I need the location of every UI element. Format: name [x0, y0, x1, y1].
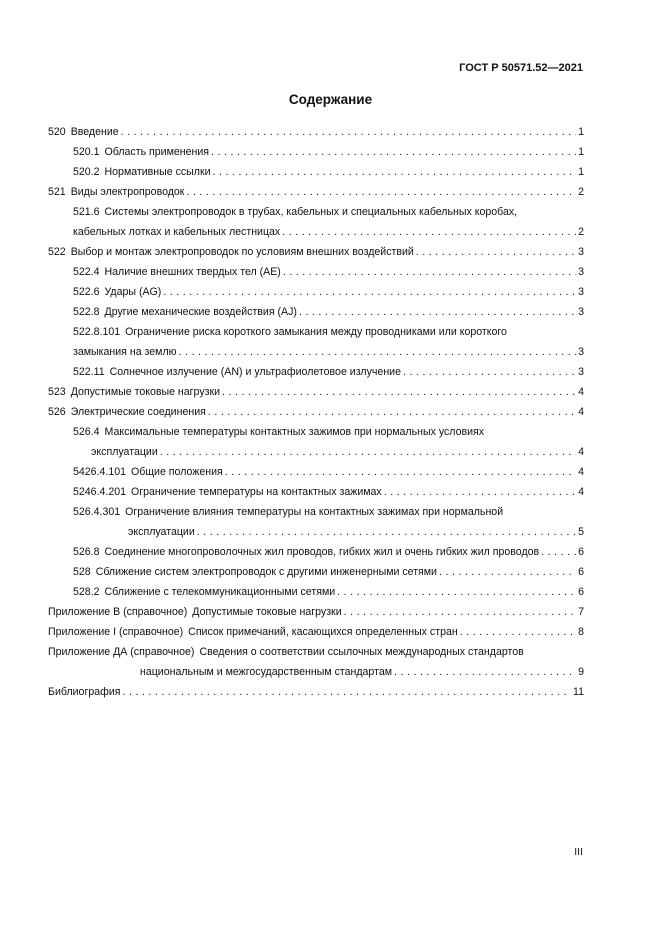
- toc-entry-title: Системы электропроводок в трубах, кабельных и специальных кабельных коробах,: [104, 206, 518, 218]
- toc-entry-page: 4: [578, 486, 584, 498]
- toc-entry-page: 7: [578, 606, 584, 618]
- toc-entry-title: Сближение с телекоммуникационными сетями: [104, 586, 336, 598]
- toc-entry[interactable]: [48, 562, 584, 582]
- toc-entry-page: 3: [578, 366, 584, 378]
- toc-entry-page: 3: [578, 286, 584, 298]
- toc-entry-page: 4: [578, 386, 584, 398]
- toc-entry-title-cont: замыкания на землю: [73, 346, 177, 358]
- toc-entry-title: Библиография: [48, 686, 121, 698]
- toc-entry-number: 526.8: [73, 546, 100, 558]
- toc-entry-title: Виды электропроводок: [70, 186, 185, 198]
- toc-entry-number: Приложение В (справочное): [48, 606, 188, 618]
- toc-entry-title: Ограничение риска короткого замыкания между проводниками или короткого: [125, 326, 507, 338]
- toc-leader-dots: [213, 162, 577, 182]
- toc-entry[interactable]: [48, 202, 584, 222]
- toc-entry-title: Ограничение температуры на контактных зажимах: [131, 486, 382, 498]
- toc-entry-continuation[interactable]: [48, 222, 584, 242]
- toc-entry-title: Ограничение влияния температуры на контактных зажимах при нормальной: [125, 506, 504, 518]
- toc-entry-page: 6: [578, 546, 584, 558]
- toc-leader-dots: [416, 242, 576, 262]
- toc-entry-page: 6: [578, 566, 584, 578]
- toc-entry-number: Приложение I (справочное): [48, 626, 184, 638]
- toc-entry-page: 6: [578, 586, 584, 598]
- toc-entry-title: Общие положения: [131, 466, 223, 478]
- toc-leader-dots: [403, 362, 576, 382]
- toc-entry[interactable]: [48, 162, 584, 182]
- toc-entry[interactable]: [48, 422, 584, 442]
- toc-entry-number: 522.8.101: [73, 326, 121, 338]
- toc-entry-page: 1: [578, 166, 584, 178]
- toc-entry-number: 528: [73, 566, 91, 578]
- toc-leader-dots: [282, 222, 576, 242]
- toc-entry-title: Допустимые токовые нагрузки: [192, 606, 342, 618]
- toc-entry-number: 5246.4.201: [73, 486, 127, 498]
- toc-leader-dots: [344, 602, 576, 622]
- toc-entry[interactable]: [48, 502, 584, 522]
- toc-leader-dots: [222, 382, 576, 402]
- toc-entry-continuation[interactable]: [48, 662, 584, 682]
- toc-entry-number: 522.8: [73, 306, 100, 318]
- toc-entry-appendix[interactable]: [48, 622, 584, 642]
- toc-entry-page: 3: [578, 246, 584, 258]
- toc-entry-title-cont: эксплуатации: [128, 526, 195, 538]
- toc-entry-page: 4: [578, 406, 584, 418]
- toc-entry-appendix[interactable]: [48, 602, 584, 622]
- toc-entry[interactable]: [48, 462, 584, 482]
- toc-leader-dots: [541, 542, 576, 562]
- toc-leader-dots: [197, 522, 576, 542]
- toc-entry-number: 526.4.301: [73, 506, 121, 518]
- toc-entry[interactable]: [48, 242, 584, 262]
- toc-entry-appendix[interactable]: [48, 642, 584, 662]
- toc-entry[interactable]: [48, 322, 584, 342]
- toc-leader-dots: [122, 682, 571, 702]
- toc-entry-title: Солнечное излучение (AN) и ультрафиолетовое излучение: [109, 366, 401, 378]
- toc-entry-number: 522.11: [73, 366, 105, 378]
- toc-entry-page: 4: [578, 466, 584, 478]
- toc-entry-title: Допустимые токовые нагрузки: [70, 386, 221, 398]
- toc-leader-dots: [439, 562, 576, 582]
- toc-entry[interactable]: [48, 282, 584, 302]
- toc-entry-number: 522.6: [73, 286, 100, 298]
- toc-leader-dots: [283, 262, 576, 282]
- toc-entry-number: 523: [48, 386, 66, 398]
- toc-entry-bibliography[interactable]: [48, 682, 584, 702]
- toc-leader-dots: [121, 122, 576, 142]
- toc-entry-page: 4: [578, 446, 584, 458]
- toc-entry-title-cont: национальным и межгосударственным стандартам: [140, 666, 392, 678]
- toc-leader-dots: [299, 302, 576, 322]
- toc-entry[interactable]: [48, 142, 584, 162]
- toc-leader-dots: [208, 402, 576, 422]
- toc-entry-number: 526.4: [73, 426, 100, 438]
- toc-entry-title: Соединение многопроволочных жил проводов, гибких жил и очень гибких жил проводов: [104, 546, 540, 558]
- toc-entry[interactable]: [48, 402, 584, 422]
- toc-entry-number: 520: [48, 126, 66, 138]
- toc-entry-page: 2: [578, 226, 584, 238]
- toc-entry-page: 3: [578, 306, 584, 318]
- toc-entry-title: Другие механические воздействия (AJ): [104, 306, 297, 318]
- toc-entry-page: 8: [578, 626, 584, 638]
- toc-entry-page: 5: [578, 526, 584, 538]
- toc-entry-number: 526: [48, 406, 66, 418]
- toc-entry[interactable]: [48, 302, 584, 322]
- toc-entry-page: 11: [573, 686, 584, 698]
- toc-entry-number: 5426.4.101: [73, 466, 127, 478]
- toc-entry-title-cont: эксплуатации: [91, 446, 158, 458]
- toc-entry-page: 1: [578, 126, 584, 138]
- toc-leader-dots: [186, 182, 576, 202]
- toc-entry-title-cont: кабельных лотках и кабельных лестницах: [73, 226, 281, 238]
- toc-leader-dots: [225, 462, 576, 482]
- toc-entry-title: Удары (AG): [104, 286, 162, 298]
- toc-entry-page: 2: [578, 186, 584, 198]
- toc-entry-title: Введение: [70, 126, 119, 138]
- toc-entry-title: Список примечаний, касающихся определенных стран: [188, 626, 458, 638]
- toc-entry[interactable]: [48, 122, 584, 142]
- toc-entry[interactable]: [48, 382, 584, 402]
- toc-entry-title: Сведения о соответствии ссылочных международных стандартов: [199, 646, 524, 658]
- toc-entry[interactable]: [48, 262, 584, 282]
- toc-leader-dots: [179, 342, 577, 362]
- toc-entry-number: 520.2: [73, 166, 100, 178]
- standard-header: ГОСТ Р 50571.52—2021: [459, 62, 583, 74]
- toc-entry[interactable]: [48, 182, 584, 202]
- toc-entry-title: Нормативные ссылки: [104, 166, 211, 178]
- table-of-contents: [48, 122, 584, 702]
- toc-entry-title: Сближение систем электропроводок с другими инженерными сетями: [95, 566, 437, 578]
- toc-entry-continuation[interactable]: [48, 522, 584, 542]
- toc-leader-dots: [460, 622, 576, 642]
- toc-entry-page: 3: [578, 266, 584, 278]
- toc-entry-page: 1: [578, 146, 584, 158]
- page-number: III: [574, 846, 583, 858]
- toc-entry-number: Приложение ДА (справочное): [48, 646, 195, 658]
- toc-entry-title: Наличие внешних твердых тел (AE): [104, 266, 281, 278]
- toc-entry[interactable]: [48, 482, 584, 502]
- toc-leader-dots: [211, 142, 576, 162]
- toc-entry[interactable]: [48, 582, 584, 602]
- toc-leader-dots: [163, 282, 576, 302]
- toc-entry-page: 3: [578, 346, 584, 358]
- toc-entry-number: 528.2: [73, 586, 100, 598]
- toc-entry-number: 520.1: [73, 146, 100, 158]
- toc-entry[interactable]: [48, 542, 584, 562]
- toc-entry-continuation[interactable]: [48, 342, 584, 362]
- page-title: Содержание: [288, 92, 373, 107]
- toc-leader-dots: [160, 442, 576, 462]
- toc-entry-title: Максимальные температуры контактных зажимов при нормальных условиях: [104, 426, 485, 438]
- toc-leader-dots: [394, 662, 576, 682]
- toc-entry-title: Электрические соединения: [70, 406, 206, 418]
- toc-entry-page: 9: [578, 666, 584, 678]
- toc-entry-title: Область применения: [104, 146, 209, 158]
- toc-entry-number: 521.6: [73, 206, 100, 218]
- toc-entry-title: Выбор и монтаж электропроводок по условиям внешних воздействий: [70, 246, 414, 258]
- toc-entry-number: 522: [48, 246, 66, 258]
- toc-entry-continuation[interactable]: [48, 442, 584, 462]
- toc-leader-dots: [337, 582, 576, 602]
- toc-entry-number: 521: [48, 186, 66, 198]
- toc-leader-dots: [384, 482, 576, 502]
- toc-entry-number: 522.4: [73, 266, 100, 278]
- toc-entry[interactable]: [48, 362, 584, 382]
